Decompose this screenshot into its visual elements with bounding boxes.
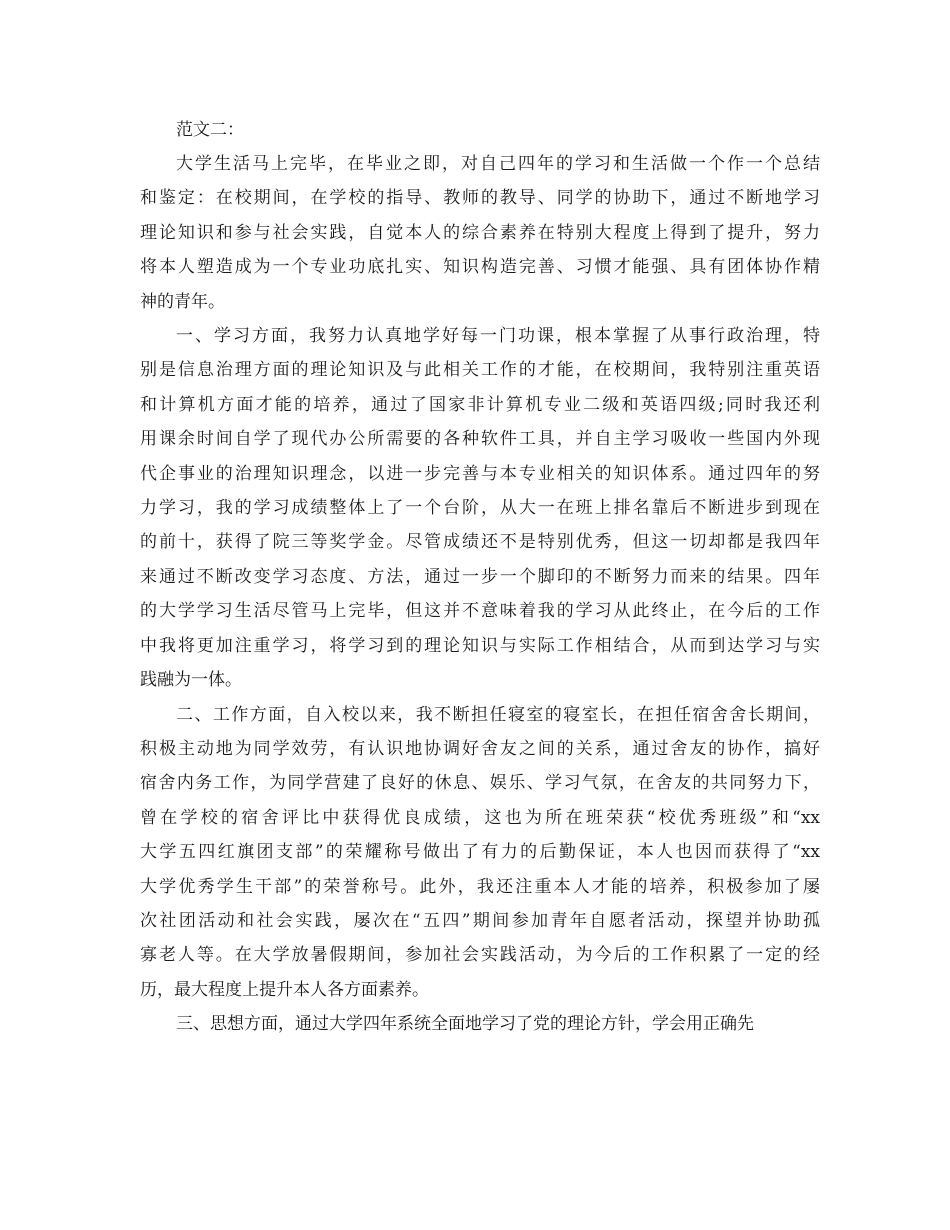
paragraph-line: 的大学学习生活尽管马上完毕，但这并不意味着我的学习从此终止，在今后的工作 [140, 601, 820, 622]
paragraph-line: 和计算机方面才能的培养，通过了国家非计算机专业二级和英语四级;同时我还利 [140, 394, 820, 415]
paragraph-line: 二、工作方面，自入校以来，我不断担任寝室的寝室长，在担任宿舍舍长期间， [176, 704, 820, 725]
paragraph-line: 寡老人等。在大学放暑假期间，参加社会实践活动，为今后的工作积累了一定的经 [140, 945, 820, 966]
document-body [140, 113, 820, 1042]
paragraph-line: 大学五四红旗团支部”的荣耀称号做出了有力的后勤保证，本人也因而获得了“xx [140, 842, 820, 863]
paragraph-line: 践融为一体。 [140, 670, 242, 691]
paragraph [140, 698, 820, 1008]
paragraph-line: 神的青年。 [140, 291, 225, 312]
paragraph-line: 代企事业的治理知识理念，以进一步完善与本专业相关的知识体系。通过四年的努 [140, 463, 820, 484]
section-heading: 范文二： [176, 120, 244, 140]
paragraph-line: 大学生活马上完毕，在毕业之即，对自己四年的学习和生活做一个作一个总结 [176, 154, 820, 174]
paragraph [140, 319, 820, 697]
paragraph-line: 曾在学校的宿舍评比中获得优良成绩，这也为所在班荣获“校优秀班级”和“xx [140, 807, 820, 828]
paragraph [140, 1007, 820, 1041]
paragraph-line: 理论知识和参与社会实践，自觉本人的综合素养在特别大程度上得到了提升，努力 [140, 222, 820, 243]
paragraph-line: 一、学习方面，我努力认真地学好每一门功课，根本掌握了从事行政治理，特 [176, 326, 820, 347]
paragraph-line: 积极主动地为同学效劳，有认识地协调好舍友之间的关系，通过舍友的协作，搞好 [140, 738, 820, 759]
paragraph-line: 次社团活动和社会实践，屡次在“五四”期间参加青年自愿者活动，探望并协助孤 [140, 910, 820, 931]
paragraph-line: 力学习，我的学习成绩整体上了一个台阶，从大一在班上排名靠后不断进步到现在 [140, 498, 820, 519]
paragraph-line: 大学优秀学生干部”的荣誉称号。此外，我还注重本人才能的培养，积极参加了屡 [140, 876, 820, 897]
paragraph-line: 别是信息治理方面的理论知识及与此相关工作的才能，在校期间，我特别注重英语 [140, 360, 820, 381]
paragraph-list [140, 147, 820, 1042]
paragraph-line: 来通过不断改变学习态度、方法，通过一步一个脚印的不断努力而来的结果。四年 [140, 566, 820, 587]
paragraph-line: 历，最大程度上提升本人各方面素养。 [140, 979, 429, 1000]
paragraph-line: 的前十，获得了院三等奖学金。尽管成绩还不是特别优秀，但这一切却都是我四年 [140, 532, 820, 553]
paragraph [140, 147, 820, 319]
paragraph-line: 将本人塑造成为一个专业功底扎实、知识构造完善、习惯才能强、具有团体协作精 [140, 257, 820, 278]
paragraph-line: 用课余时间自学了现代办公所需要的各种软件工具，并自主学习吸收一些国内外现 [140, 429, 820, 450]
paragraph-line: 中我将更加注重学习，将学习到的理论知识与实际工作相结合，从而到达学习与实 [140, 635, 820, 656]
paragraph-line: 宿舍内务工作，为同学营建了良好的休息、娱乐、学习气氛，在舍友的共同努力下， [140, 773, 820, 794]
paragraph-line: 三、思想方面，通过大学四年系统全面地学习了党的理论方针，学会用正确先 [176, 1014, 754, 1035]
paragraph-line: 和鉴定：在校期间，在学校的指导、教师的教导、同学的协助下，通过不断地学习 [140, 188, 820, 209]
